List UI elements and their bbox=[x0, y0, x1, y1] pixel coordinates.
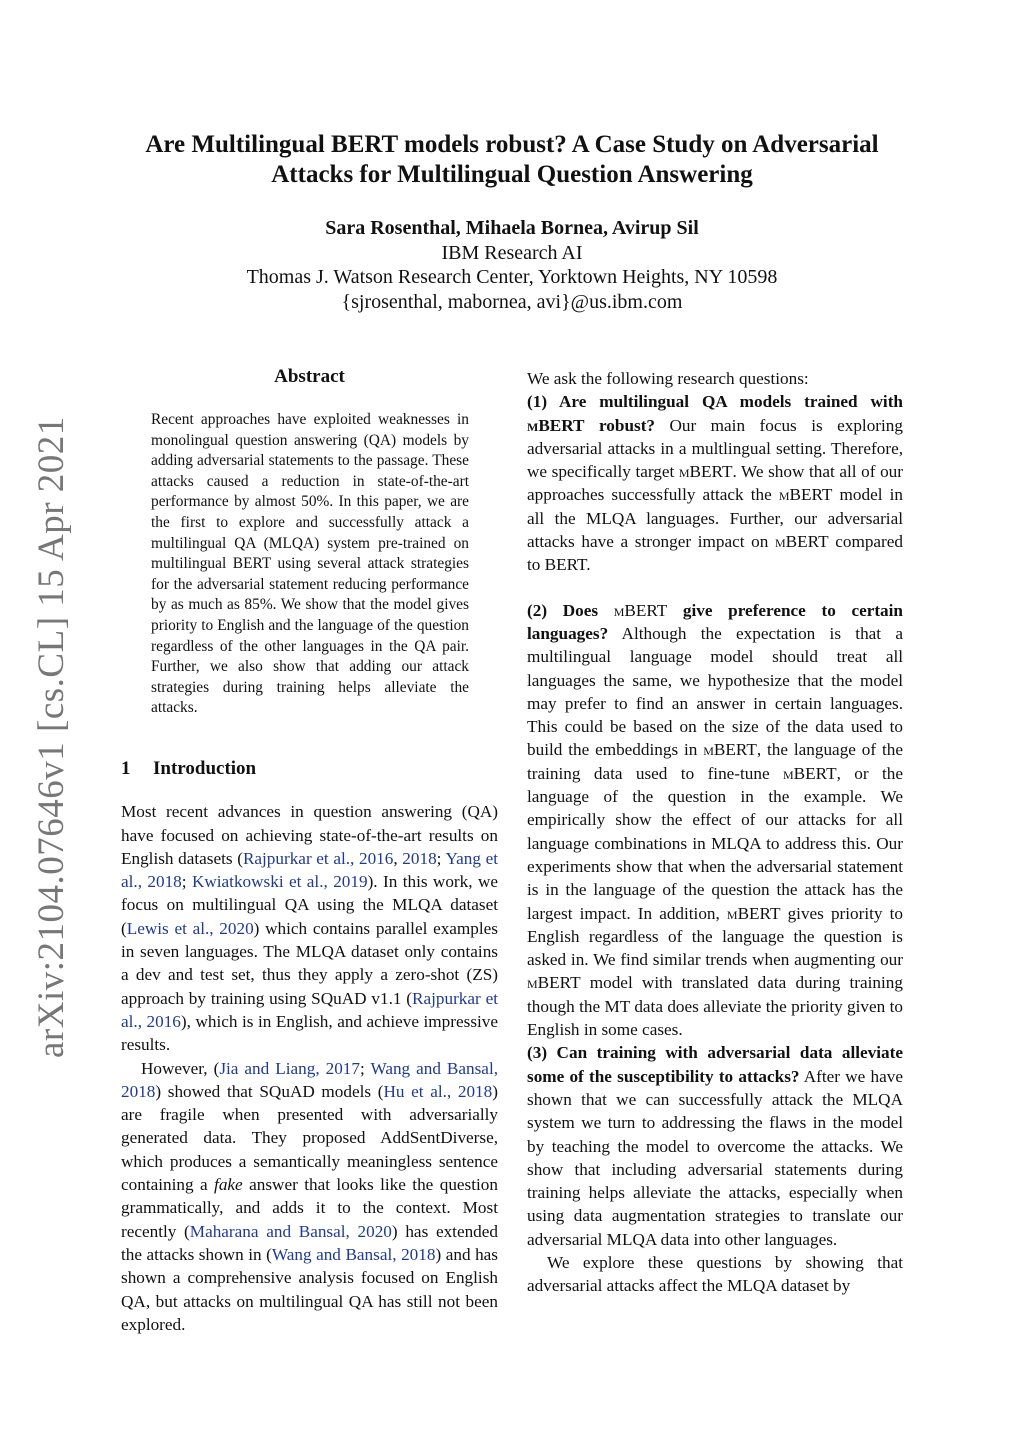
text-run: ). In this work, we focus on multilingual QA using the MLQA dataset ( bbox=[121, 872, 498, 938]
research-question-1 bbox=[527, 390, 903, 576]
citation-link[interactable]: Jia and Liang, 2017 bbox=[219, 1058, 360, 1078]
intro-paragraph-1 bbox=[121, 800, 498, 1056]
model-name: mBERT bbox=[678, 462, 733, 482]
left-column bbox=[121, 757, 498, 1336]
bold-run: robust? bbox=[584, 415, 656, 435]
abstract-text: Recent approaches have exploited weaknesses in monolingual question answering (QA) models by adding adversarial statements to the passage. These attacks caused a reduction in state-of-the-art performance by almost 50%. In this paper, we are the first to explore and successfully attack a multilingual QA (MLQA) system pre-trained on multilingual BERT using several attack strategies for the adversarial statement reducing performance by as much as 85%. We show that the model gives priority to English and the language of the question regardless of the other languages in the QA pair. Further, we also show that adding our attack strategies during training helps alleviate the attacks. bbox=[151, 411, 469, 717]
arxiv-identifier: arXiv:2104.07646v1 [cs.CL] 15 Apr 2021 bbox=[31, 416, 72, 1058]
text-run: model with translated data during training though the MT data does alleviate the priority given to English in some cases. bbox=[527, 973, 903, 1040]
text-run: ; bbox=[436, 848, 446, 868]
bold-run: give preference to certain languages? bbox=[527, 600, 903, 643]
paper-title bbox=[0, 130, 1024, 190]
text-run: ; bbox=[181, 872, 192, 892]
citation-link[interactable]: Maharana and Bansal, 2020 bbox=[189, 1221, 392, 1241]
section-title: Introduction bbox=[153, 758, 257, 779]
bold-run: (3) Can training with adversarial data alleviate some of the susceptibility to attacks? bbox=[527, 1043, 903, 1086]
title-line-1: Are Multilingual BERT models robust? A Case Study on Adversarial bbox=[145, 131, 879, 158]
address: Thomas J. Watson Research Center, Yorktown Heights, NY 10598 bbox=[246, 266, 778, 288]
text-run: After we have shown that we can successfully attack the MLQA system we turn to addressing the flaws in the model by teaching the model to overcome the attacks. We show that including adversarial statements during training helps alleviate the attacks, especially when using data augmentation strategies to translate our adversarial MLQA data into other languages. bbox=[527, 1066, 903, 1249]
model-name: mBERT bbox=[775, 532, 829, 552]
model-name: mBERT bbox=[726, 903, 781, 923]
text-run: answer that looks like the question grammatically, and adds it to the context. Most recently ( bbox=[121, 1175, 498, 1241]
model-name: mBERT bbox=[703, 740, 757, 760]
text-run: ), which is in English, and achieve impressive results. bbox=[121, 1011, 499, 1055]
bold-run: (1) Are multilingual QA models trained with bbox=[527, 392, 903, 412]
citation-link[interactable]: Rajpurkar et al., 2016 bbox=[242, 848, 394, 868]
paragraph-gap bbox=[527, 577, 903, 599]
text-run: ) has extended the attacks shown in ( bbox=[121, 1221, 498, 1264]
text-run: ) and has shown a comprehensive analysis focused on English QA, but attacks on multilingual QA has still not been explored. bbox=[121, 1244, 498, 1334]
bold-run: (2) Does bbox=[527, 600, 614, 620]
text-run: Our main focus is exploring adversarial attacks in a multlingual setting. Therefore, we specifically target bbox=[527, 415, 903, 482]
intro-paragraph-2 bbox=[121, 1057, 498, 1337]
text-run: ; bbox=[360, 1058, 371, 1078]
research-question-3 bbox=[527, 1041, 903, 1251]
closing-paragraph: We explore these questions by showing that adversarial attacks affect the MLQA dataset by bbox=[527, 1252, 903, 1296]
model-name: mBERT bbox=[783, 763, 837, 783]
citation-link[interactable]: Hu et al., 2018 bbox=[383, 1081, 493, 1101]
model-name: mBERT bbox=[527, 973, 581, 993]
text-run: Although the expectation is that a multilingual language model should treat all languages the same, we hypothesize that the model may prefer to find an answer in certain languages. This could be based on the size of the data used to build the embeddings in bbox=[527, 623, 903, 760]
right-column bbox=[527, 367, 903, 1298]
text-run: However, ( bbox=[141, 1058, 220, 1078]
text-run: , the language of the training data used to fine-tune bbox=[527, 740, 903, 783]
author-names: Sara Rosenthal, Mihaela Bornea, Avirup Sil bbox=[325, 217, 699, 239]
research-question-2 bbox=[527, 599, 903, 1042]
model-name: mBERT bbox=[778, 485, 833, 505]
model-name: mBERT bbox=[613, 600, 668, 620]
author-block bbox=[0, 216, 1024, 314]
title-line-2: Attacks for Multilingual Question Answering bbox=[271, 161, 753, 188]
text-run: ) are fragile when presented with adversarially generated data. They proposed AddSentDiverse, which produces a semantically meaningless sentence containing a bbox=[121, 1081, 498, 1195]
citation-link[interactable]: 2018 bbox=[402, 848, 437, 868]
model-name: mBERT bbox=[527, 415, 585, 435]
section-heading-introduction bbox=[121, 757, 498, 780]
citation-link[interactable]: Lewis et al., 2020 bbox=[126, 918, 254, 938]
text-run: gives priority to English regardless of the language the question is asked in. We find similar trends when augmenting our bbox=[527, 903, 903, 970]
text-run: . We show that all of our approaches successfully attack the bbox=[527, 462, 903, 505]
text-run: model in all the MLQA languages. Further, our adversarial attacks have a stronger impact on bbox=[527, 485, 903, 552]
research-questions-lead: We ask the following research questions: bbox=[527, 369, 809, 388]
email: {sjrosenthal, mabornea, avi}@us.ibm.com bbox=[341, 290, 683, 313]
citation-link[interactable]: Kwiatkowski et al., 2019 bbox=[191, 872, 368, 892]
text-run: ) which contains parallel examples in seven languages. The MLQA dataset only contains a dev and test set, thus they apply a zero-shot (ZS) approach by training using SQuAD v1.1 ( bbox=[121, 918, 498, 1008]
citation-link[interactable]: Wang and Bansal, 2018 bbox=[271, 1244, 436, 1264]
text-run: , or the language of the question in the example. We empirically show the effect of our attacks for all language combinations in MLQA to address this. Our experiments show that when the adversarial statement is in the language of the question the attack has the largest impact. In addition, bbox=[527, 763, 903, 923]
emphasis: fake bbox=[214, 1175, 243, 1195]
citation-link[interactable]: Wang and Bansal, 2018 bbox=[121, 1058, 499, 1101]
text-run: ) showed that SQuAD models ( bbox=[155, 1081, 384, 1101]
text-run: Most recent advances in question answering (QA) have focused on achieving state-of-the-art results on English datasets ( bbox=[121, 802, 498, 868]
affiliation: IBM Research AI bbox=[441, 241, 583, 264]
section-number: 1 bbox=[121, 758, 131, 779]
abstract-heading: Abstract bbox=[274, 366, 345, 387]
citation-link[interactable]: Yang et al., 2018 bbox=[121, 848, 499, 892]
text-run: , bbox=[393, 848, 403, 868]
text-run: compared to BERT. bbox=[527, 532, 903, 575]
citation-link[interactable]: Rajpurkar et al., 2016 bbox=[121, 988, 498, 1031]
